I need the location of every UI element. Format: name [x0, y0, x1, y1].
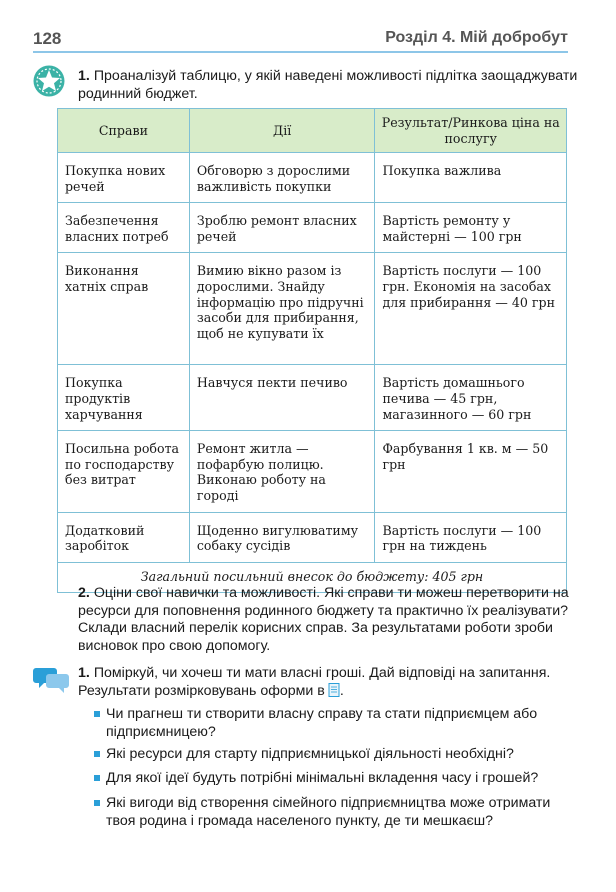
bullet-square-icon: [94, 751, 100, 757]
task-number: 2.: [78, 585, 90, 601]
table-total: Загальний посильний внесок до бюджету: 405 грн: [58, 562, 567, 592]
bullet-square-icon: [94, 775, 100, 781]
list-item-text: Чи прагнеш ти створити власну справу та стати підприємцем або підприємницею?: [106, 706, 538, 740]
table-cell: Обговорю з дорослими важливість покупки: [189, 153, 375, 203]
table-cell: Фарбування 1 кв. м — 50 грн: [375, 431, 567, 512]
list-item: [94, 706, 574, 741]
list-item-text: Які вигоди від створення сімейного підприємництва може отримати твоя родина і громада населеного пункту, де ти мешкаєш?: [106, 795, 551, 829]
task-text: Оціни свої навички та можливості. Які справи ти можеш перетворити на ресурси для поповнення родинного бюджету та практично їх реалізувати? Склади власний перелік корисних справ. За результатами роботи зроби висновок про свою допомогу.: [78, 585, 569, 654]
budget-table: [57, 108, 567, 593]
table-cell: Вартість домашнього печива — 45 грн, магазинного — 60 грн: [375, 365, 567, 431]
task-1: [78, 68, 578, 103]
notebook-icon: [328, 683, 340, 697]
task-2: [78, 585, 578, 655]
chat-bubbles-icon: [33, 664, 71, 696]
chapter-title: Розділ 4. Мій добробут: [385, 29, 568, 46]
table-cell: Вартість послуги — 100 грн на тиждень: [375, 512, 567, 562]
list-item: [94, 795, 574, 830]
task-number: 1.: [78, 68, 90, 84]
table-cell: Покупка важлива: [375, 153, 567, 203]
table-cell: Забезпечення власних потреб: [58, 203, 190, 253]
list-item: [94, 770, 574, 788]
table-cell: Покупка продуктів харчування: [58, 365, 190, 431]
table-cell: Посильна робота по господарству без витрат: [58, 431, 190, 512]
bullet-square-icon: [94, 711, 100, 717]
header-rule: [33, 51, 568, 53]
table-cell: Вартість ремонту у майстерні — 100 грн: [375, 203, 567, 253]
list-item-text: Які ресурси для старту підприємницької діяльності необхідні?: [106, 746, 514, 762]
table-cell: Покупка нових речей: [58, 153, 190, 203]
star-icon: [32, 64, 66, 98]
table-cell: Ремонт житла — пофарбую полицю. Виконаю роботу на городі: [189, 431, 375, 512]
list-item: [94, 746, 574, 764]
list-item-text: Для якої ідеї будуть потрібні мінімальні вкладення часу і грошей?: [106, 770, 539, 786]
table-row: [58, 253, 567, 365]
table-row: [58, 153, 567, 203]
table-cell: Вимию вікно разом із дорослими. Знайду інформацію про підручні засоби для прибирання, щоб не купувати їх: [189, 253, 375, 365]
column-header-actions: Дії: [189, 109, 375, 153]
table-cell: Виконання хатніх справ: [58, 253, 190, 365]
table-row: [58, 512, 567, 562]
task-text: Поміркуй, чи хочеш ти мати власні гроші. Дай відповіді на запитання. Результати розмірковувань оформи в: [78, 665, 551, 699]
task-3: 1. Поміркуй, чи хочеш ти мати власні гроші. Дай відповіді на запитання. Результати розмірковувань оформи в .: [78, 665, 551, 699]
page-number: 128: [33, 29, 62, 48]
table-row: [58, 203, 567, 253]
task-number: 1.: [78, 665, 90, 681]
table-row: [58, 365, 567, 431]
column-header-tasks: Справи: [58, 109, 190, 153]
table-cell: Додатковий заробіток: [58, 512, 190, 562]
column-header-result: Результат/Ринкова ціна на послугу: [375, 109, 567, 153]
table-cell: Зроблю ремонт власних речей: [189, 203, 375, 253]
table-cell: Навчуся пекти печиво: [189, 365, 375, 431]
table-header-row: [58, 109, 567, 153]
task-text: Проаналізуй таблицю, у якій наведені можливості підлітка заощаджувати родинний бюджет.: [78, 68, 578, 102]
table-row: [58, 431, 567, 512]
table-cell: Щоденно вигулюватиму собаку сусідів: [189, 512, 375, 562]
bullet-square-icon: [94, 800, 100, 806]
table-cell: Вартість послуги — 100 грн. Економія на засобах для прибирання — 40 грн: [375, 253, 567, 365]
